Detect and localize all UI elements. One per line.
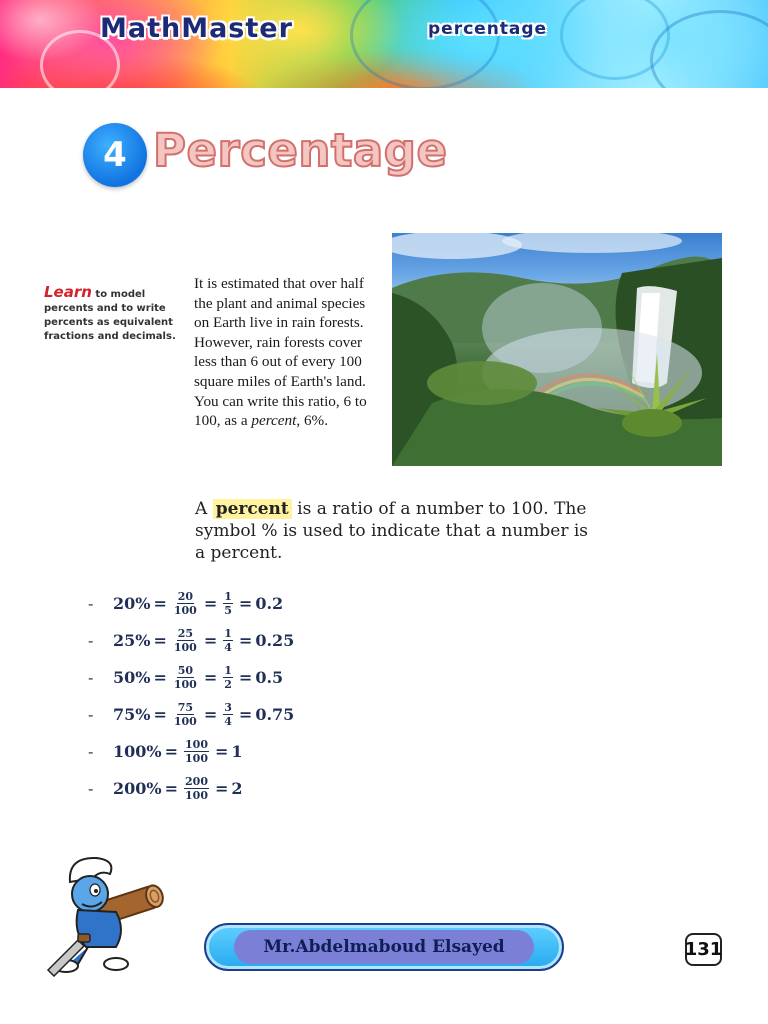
definition-text: is a ratio of a number to 100. The symbol % is used to indicate that a number is a percent. xyxy=(195,499,589,563)
equals-sign: = xyxy=(203,668,218,687)
fraction-numerator: 1 xyxy=(224,664,232,677)
chapter-title: Percentage xyxy=(153,124,448,177)
topic-label: percentage xyxy=(428,19,548,39)
fraction-denominator: 100 xyxy=(173,715,197,728)
equals-sign: = xyxy=(153,705,167,724)
decimal-value: 0.2 xyxy=(255,594,284,613)
fraction-denominator: 4 xyxy=(224,715,232,728)
fraction-over-100 xyxy=(173,590,198,617)
chapter-number-badge: 4 xyxy=(83,123,147,187)
equals-sign: = xyxy=(203,631,218,650)
fraction-denominator: 5 xyxy=(224,604,232,617)
fraction-numerator: 3 xyxy=(224,701,232,714)
decimal-value: 0.75 xyxy=(255,705,295,724)
list-dash: - xyxy=(88,594,94,613)
fraction-denominator: 100 xyxy=(185,789,208,802)
learn-keyword: Learn xyxy=(44,283,92,301)
header-banner xyxy=(0,0,768,88)
equals-sign: = xyxy=(238,705,253,724)
fraction-numerator: 100 xyxy=(185,738,208,751)
intro-text-end: , 6%. xyxy=(296,412,328,430)
fraction-denominator: 100 xyxy=(173,641,197,654)
simplified-fraction xyxy=(223,664,233,691)
percent-value: 50% xyxy=(113,668,151,687)
list-dash: - xyxy=(88,705,94,724)
equals-sign: = xyxy=(164,742,179,761)
brand-title: MathMaster xyxy=(100,13,293,44)
fraction-over-100 xyxy=(173,701,198,728)
learn-text: to model percents and to write percents as equivalent fractions and decimals. xyxy=(44,289,176,342)
percent-value: 200% xyxy=(113,779,162,798)
fraction-numerator: 50 xyxy=(177,664,194,677)
intro-term: percent xyxy=(251,412,297,430)
equals-sign: = xyxy=(214,779,229,798)
fraction-denominator: 2 xyxy=(224,678,232,691)
intro-paragraph xyxy=(194,274,372,431)
equation-row xyxy=(88,696,488,733)
list-dash: - xyxy=(88,668,94,687)
simplified-fraction xyxy=(223,590,233,617)
decimal-value: 2 xyxy=(231,779,243,798)
fraction-numerator: 20 xyxy=(177,590,194,603)
fraction-denominator: 100 xyxy=(173,604,197,617)
equation-row xyxy=(88,770,488,807)
equals-sign: = xyxy=(238,668,253,687)
list-dash: - xyxy=(88,779,94,798)
percent-value: 75% xyxy=(113,705,151,724)
simplified-fraction xyxy=(223,701,233,728)
fraction-numerator: 200 xyxy=(185,775,208,788)
fraction-denominator: 4 xyxy=(224,641,232,654)
equals-sign: = xyxy=(203,594,218,613)
rainforest-waterfall-image xyxy=(392,233,722,466)
fraction-denominator: 100 xyxy=(173,678,197,691)
equation-row xyxy=(88,659,488,696)
definition-term-highlight: percent xyxy=(213,499,292,519)
decimal-value: 1 xyxy=(231,742,243,761)
percent-definition xyxy=(195,498,595,564)
page-number: 131 xyxy=(685,933,722,966)
fraction-over-100 xyxy=(184,738,209,765)
fraction-over-100 xyxy=(184,775,209,802)
fraction-numerator: 1 xyxy=(224,590,232,603)
percent-value: 20% xyxy=(113,594,151,613)
fraction-numerator: 1 xyxy=(224,627,232,640)
equals-sign: = xyxy=(238,631,253,650)
fraction-denominator: 100 xyxy=(185,752,208,765)
fraction-over-100 xyxy=(173,664,198,691)
equals-sign: = xyxy=(214,742,229,761)
equals-sign: = xyxy=(203,705,218,724)
definition-prefix: A xyxy=(195,499,213,519)
equals-sign: = xyxy=(164,779,179,798)
equals-sign: = xyxy=(153,668,167,687)
simplified-fraction xyxy=(223,627,233,654)
equation-row xyxy=(88,733,488,770)
list-dash: - xyxy=(88,631,94,650)
learn-objective xyxy=(44,285,184,344)
fraction-numerator: 75 xyxy=(177,701,194,714)
author-name: Mr.Abdelmaboud Elsayed xyxy=(234,930,534,964)
author-banner xyxy=(204,923,564,971)
percent-value: 100% xyxy=(113,742,162,761)
equals-sign: = xyxy=(153,631,167,650)
rainforest-illustration xyxy=(392,233,722,466)
decorative-bubble xyxy=(350,0,500,88)
equation-row xyxy=(88,622,488,659)
fraction-over-100 xyxy=(173,627,198,654)
smurf-mascot-illustration xyxy=(38,852,168,977)
list-dash: - xyxy=(88,742,94,761)
fraction-numerator: 25 xyxy=(177,627,194,640)
percent-value: 25% xyxy=(113,631,151,650)
equation-row xyxy=(88,585,488,622)
intro-text: It is estimated that over half the plant and animal species on Earth live in rain forests. However, rain forests cover less than 6 out of every 100 square miles of Earth's land. You can write this ratio, 6 to 100, as a xyxy=(194,275,367,430)
decimal-value: 0.5 xyxy=(255,668,284,687)
equals-sign: = xyxy=(153,594,167,613)
decimal-value: 0.25 xyxy=(255,631,295,650)
percent-equations-list xyxy=(88,585,488,807)
equals-sign: = xyxy=(238,594,253,613)
